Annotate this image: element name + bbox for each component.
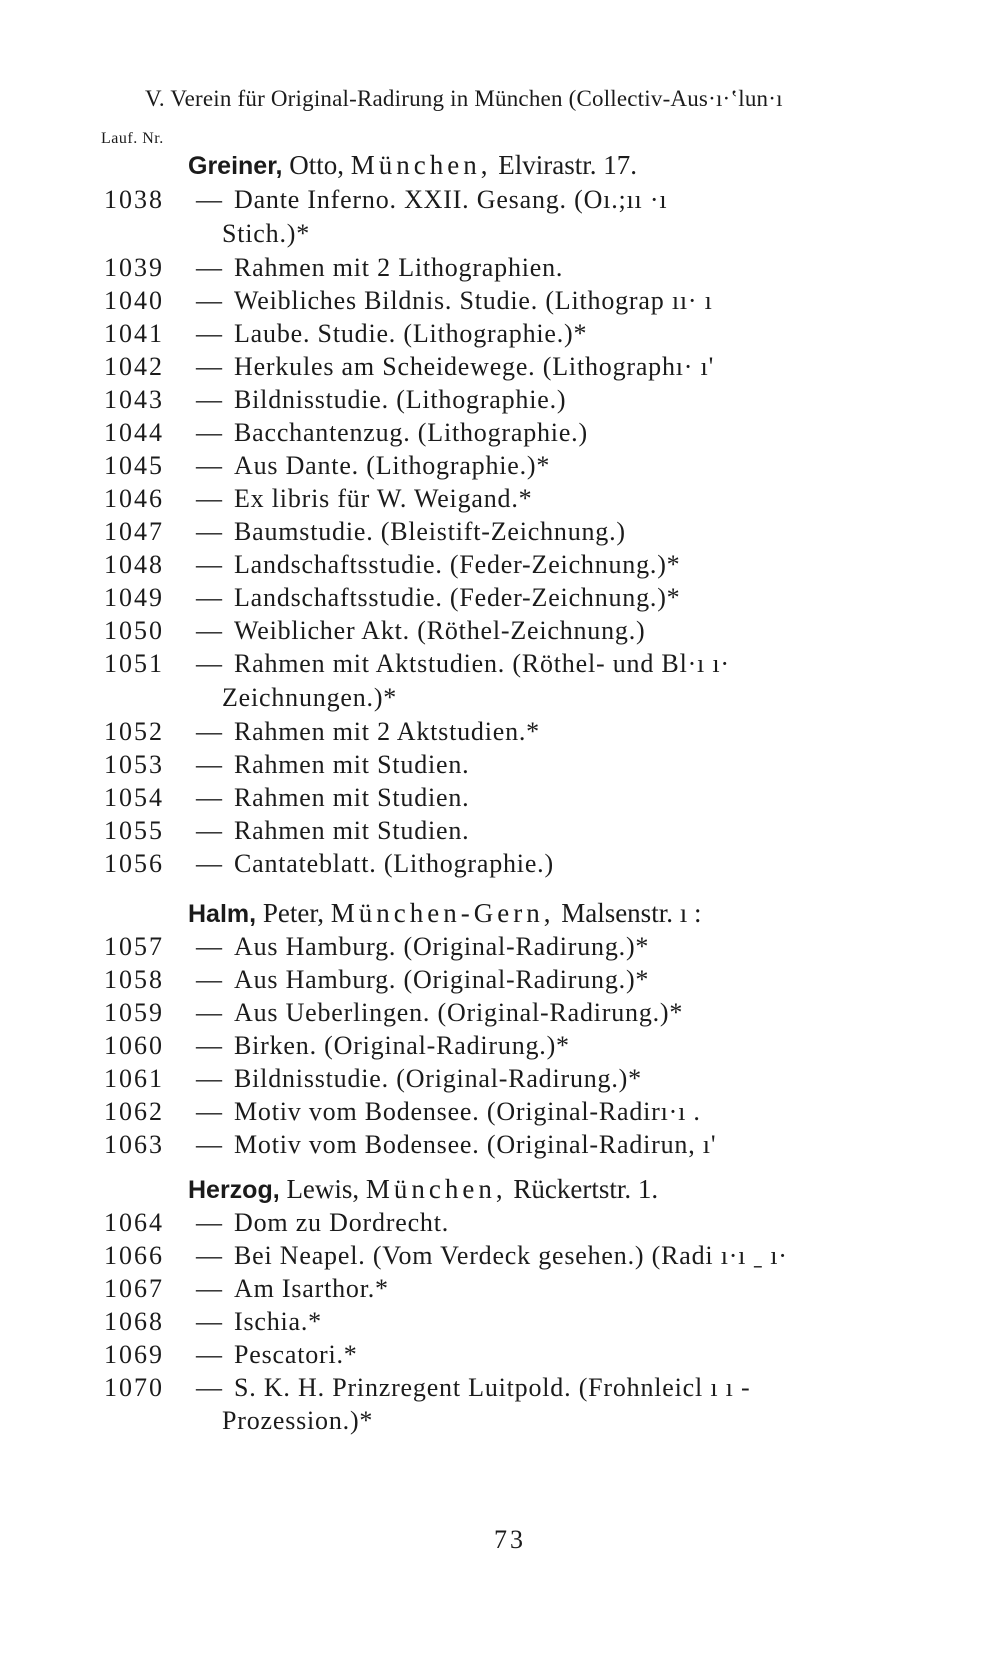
entry-number: 1057 xyxy=(104,932,164,961)
entry-title: Pescatori.* xyxy=(234,1340,358,1369)
catalogue-entry xyxy=(104,750,904,784)
catalogue-entry xyxy=(104,253,904,287)
entry-dash: — xyxy=(196,517,222,546)
entry-dash: — xyxy=(196,1340,222,1369)
entry-dash: — xyxy=(196,616,222,645)
catalogue-entry xyxy=(104,1274,904,1308)
artist-city: München, xyxy=(350,150,492,180)
entry-number: 1060 xyxy=(104,1031,164,1060)
catalogue-entry xyxy=(104,717,904,751)
entry-title: Bei Neapel. (Vom Verdeck gesehen.) (Radi ı·ı ˍ ı· xyxy=(234,1241,788,1270)
entry-dash: — xyxy=(196,418,222,447)
entry-dash: — xyxy=(196,1241,222,1270)
artist-city: München, xyxy=(365,1174,507,1204)
catalogue-entry xyxy=(104,550,904,584)
artist-address: Malsenstr. ı : xyxy=(561,898,702,928)
entry-dash: — xyxy=(196,1031,222,1060)
entry-dash: — xyxy=(196,649,222,678)
entry-title: Weibliches Bildnis. Studie. (Lithograp ıı· ı xyxy=(234,286,713,315)
entry-title: Rahmen mit Studien. xyxy=(234,816,470,845)
entry-number: 1050 xyxy=(104,616,164,645)
entry-continuation: Stich.)* xyxy=(222,219,311,248)
catalogue-entry xyxy=(104,616,904,650)
catalogue-entry xyxy=(104,1373,904,1407)
entry-title: Dom zu Dordrecht. xyxy=(234,1208,450,1237)
catalogue-entry xyxy=(104,352,904,386)
entry-number: 1058 xyxy=(104,965,164,994)
catalogue-entry xyxy=(104,418,904,452)
entry-number: 1045 xyxy=(104,451,164,480)
entry-number: 1062 xyxy=(104,1097,164,1126)
catalogue-entry xyxy=(104,1064,904,1098)
entry-title: Aus Ueberlingen. (Original-Radirung.)* xyxy=(234,998,684,1027)
entry-continuation: Prozession.)* xyxy=(222,1406,374,1435)
entry-number: 1044 xyxy=(104,418,164,447)
column-header: Lauf. Nr. xyxy=(101,130,164,147)
entry-continuation: Zeichnungen.)* xyxy=(222,683,398,712)
entry-title: Bildnisstudie. (Original-Radirung.)* xyxy=(234,1064,642,1093)
artist-address: Elvirastr. 17. xyxy=(498,150,637,180)
entry-dash: — xyxy=(196,849,222,878)
entry-dash: — xyxy=(196,385,222,414)
entry-title: Bacchantenzug. (Lithographie.) xyxy=(234,418,588,447)
catalogue-entry xyxy=(104,1208,904,1242)
entry-number: 1043 xyxy=(104,385,164,414)
catalogue-entry xyxy=(104,932,904,966)
catalogue-entry xyxy=(104,484,904,518)
entry-dash: — xyxy=(196,998,222,1027)
running-header: V. Verein für Original-Radirung in München (Collectiv-Aus·ı·‛lun·ı xyxy=(145,86,783,111)
entry-dash: — xyxy=(196,783,222,812)
entry-number: 1042 xyxy=(104,352,164,381)
entry-number: 1049 xyxy=(104,583,164,612)
artist-surname: Halm, xyxy=(188,900,257,928)
entry-title: Baumstudie. (Bleistift-Zeichnung.) xyxy=(234,517,626,546)
entry-title: Rahmen mit 2 Aktstudien.* xyxy=(234,717,540,746)
entry-number: 1051 xyxy=(104,649,164,678)
catalogue-entry xyxy=(104,1340,904,1374)
entry-title: Ex libris für W. Weigand.* xyxy=(234,484,533,513)
entry-number: 1054 xyxy=(104,783,164,812)
entry-dash: — xyxy=(196,484,222,513)
artist-heading xyxy=(188,1174,888,1208)
catalogue-entry xyxy=(104,849,904,883)
entry-title: Landschaftsstudie. (Feder-Zeichnung.)* xyxy=(234,550,681,579)
entry-dash: — xyxy=(196,965,222,994)
entry-number: 1041 xyxy=(104,319,164,348)
catalogue-entry xyxy=(104,998,904,1032)
entry-number: 1038 xyxy=(104,185,164,214)
entry-title: Landschaftsstudie. (Feder-Zeichnung.)* xyxy=(234,583,681,612)
catalogue-entry xyxy=(104,783,904,817)
catalogue-entry xyxy=(104,1130,904,1164)
entry-number: 1069 xyxy=(104,1340,164,1369)
entry-dash: — xyxy=(196,1208,222,1237)
entry-title: Motiv vom Bodensee. (Original-Radirun, ı' xyxy=(234,1130,717,1159)
entry-title: Herkules am Scheidewege. (Lithographı· ı' xyxy=(234,352,715,381)
entry-title: Aus Dante. (Lithographie.)* xyxy=(234,451,551,480)
entry-title: S. K. H. Prinzregent Luitpold. (Frohnleicl ı ı - xyxy=(234,1373,751,1402)
entry-number: 1048 xyxy=(104,550,164,579)
entry-title: Bildnisstudie. (Lithographie.) xyxy=(234,385,567,414)
catalogue-entry xyxy=(104,286,904,320)
entry-number: 1055 xyxy=(104,816,164,845)
entry-title: Rahmen mit Aktstudien. (Röthel- und Bl·ı ı· xyxy=(234,649,730,678)
entry-dash: — xyxy=(196,286,222,315)
entry-title: Rahmen mit Studien. xyxy=(234,783,470,812)
entry-number: 1040 xyxy=(104,286,164,315)
entry-title: Weiblicher Akt. (Röthel-Zeichnung.) xyxy=(234,616,646,645)
catalogue-entry xyxy=(104,1097,904,1131)
entry-dash: — xyxy=(196,319,222,348)
entry-dash: — xyxy=(196,1097,222,1126)
artist-address: Rückertstr. 1. xyxy=(513,1174,659,1204)
entry-number: 1064 xyxy=(104,1208,164,1237)
artist-firstname: Peter, xyxy=(262,898,324,928)
entry-dash: — xyxy=(196,583,222,612)
entry-dash: — xyxy=(196,1130,222,1159)
entry-number: 1067 xyxy=(104,1274,164,1303)
entry-number: 1068 xyxy=(104,1307,164,1336)
entry-dash: — xyxy=(196,550,222,579)
entry-number: 1061 xyxy=(104,1064,164,1093)
entry-title: Birken. (Original-Radirung.)* xyxy=(234,1031,570,1060)
catalogue-entry xyxy=(104,517,904,551)
entry-dash: — xyxy=(196,451,222,480)
catalogue-entry xyxy=(104,385,904,419)
entry-title: Cantateblatt. (Lithographie.) xyxy=(234,849,554,878)
catalogue-entry xyxy=(104,319,904,353)
catalogue-entry xyxy=(104,583,904,617)
entry-dash: — xyxy=(196,750,222,779)
artist-firstname: Otto, xyxy=(289,150,345,180)
entry-dash: — xyxy=(196,185,222,214)
catalogue-entry xyxy=(104,185,904,219)
entry-number: 1052 xyxy=(104,717,164,746)
catalogue-entry xyxy=(104,1031,904,1065)
artist-city: München-Gern, xyxy=(330,898,555,928)
entry-dash: — xyxy=(196,1307,222,1336)
entry-title: Rahmen mit Studien. xyxy=(234,750,470,779)
entry-number: 1059 xyxy=(104,998,164,1027)
entry-number: 1070 xyxy=(104,1373,164,1402)
artist-heading xyxy=(188,150,888,184)
catalogue-entry xyxy=(104,816,904,850)
entry-number: 1066 xyxy=(104,1241,164,1270)
entry-title: Aus Hamburg. (Original-Radirung.)* xyxy=(234,932,650,961)
catalogue-entry xyxy=(104,451,904,485)
artist-firstname: Lewis, xyxy=(286,1174,360,1204)
catalogue-entry xyxy=(104,1307,904,1341)
entry-title: Aus Hamburg. (Original-Radirung.)* xyxy=(234,965,650,994)
entry-number: 1039 xyxy=(104,253,164,282)
entry-dash: — xyxy=(196,352,222,381)
page-number: 73 xyxy=(494,1525,526,1554)
entry-title: Dante Inferno. XXII. Gesang. (Oı.;ıı ·ı xyxy=(234,185,668,214)
entry-dash: — xyxy=(196,816,222,845)
entry-title: Motiv vom Bodensee. (Original-Radirı·ı . xyxy=(234,1097,701,1126)
entry-dash: — xyxy=(196,1274,222,1303)
entry-title: Am Isarthor.* xyxy=(234,1274,389,1303)
entry-dash: — xyxy=(196,1064,222,1093)
entry-number: 1046 xyxy=(104,484,164,513)
catalogue-entry xyxy=(104,649,904,683)
catalogue-entry xyxy=(104,965,904,999)
artist-heading xyxy=(188,898,888,932)
entry-dash: — xyxy=(196,717,222,746)
entry-title: Ischia.* xyxy=(234,1307,322,1336)
entry-number: 1063 xyxy=(104,1130,164,1159)
entry-number: 1056 xyxy=(104,849,164,878)
entry-dash: — xyxy=(196,1373,222,1402)
artist-surname: Herzog, xyxy=(188,1176,280,1204)
entry-title: Laube. Studie. (Lithographie.)* xyxy=(234,319,588,348)
catalogue-entry xyxy=(104,1241,904,1275)
entry-number: 1053 xyxy=(104,750,164,779)
artist-surname: Greiner, xyxy=(188,152,283,180)
entry-dash: — xyxy=(196,932,222,961)
entry-dash: — xyxy=(196,253,222,282)
entry-number: 1047 xyxy=(104,517,164,546)
entry-title: Rahmen mit 2 Lithographien. xyxy=(234,253,564,282)
